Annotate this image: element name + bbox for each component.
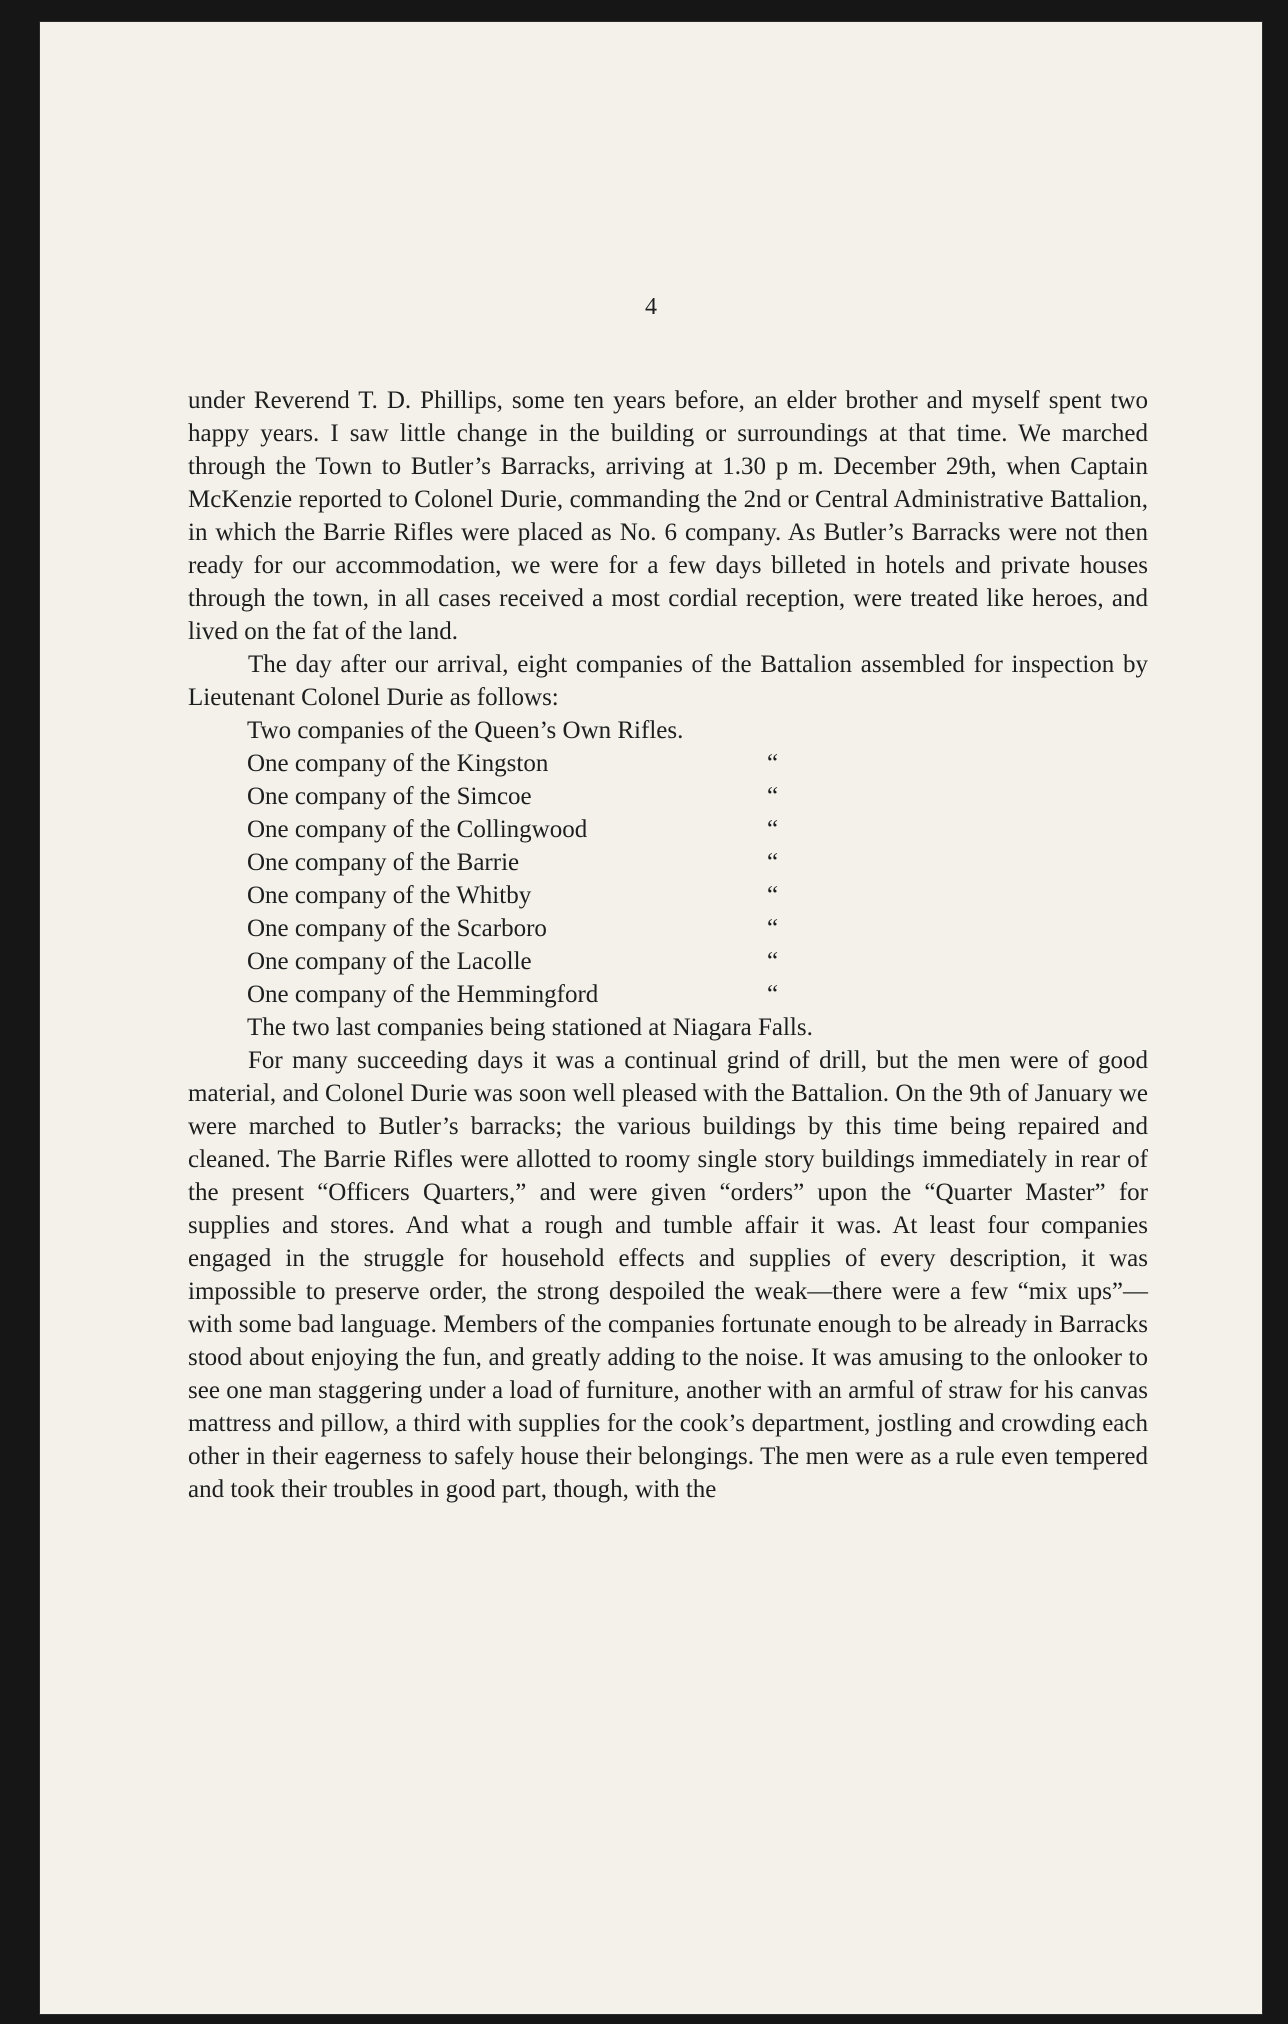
scanned-page xyxy=(40,22,1262,2014)
company-name: One company of the Whitby xyxy=(247,882,532,909)
list-item xyxy=(247,945,1148,978)
ditto-mark: “ xyxy=(767,882,779,909)
company-list-note: The two last companies being stationed at Niagara Falls. xyxy=(247,1014,813,1041)
company-name: One company of the Simcoe xyxy=(247,783,532,810)
ditto-mark: “ xyxy=(767,981,779,1008)
list-item xyxy=(247,747,1148,780)
list-item xyxy=(247,846,1148,879)
ditto-mark: “ xyxy=(767,915,779,942)
company-name: One company of the Scarboro xyxy=(247,915,547,942)
list-item xyxy=(247,879,1148,912)
company-name: One company of the Collingwood xyxy=(247,816,588,843)
paragraph-3: For many succeeding days it was a continual grind of drill, but the men were of good material, and Colonel Durie was soon well pleased with the Battalion. On the 9th of January we were marched to Butler’s barracks; the various buildings by this time being repaired and cleaned. The Barrie Rifles were allotted to roomy single story buildings immediately in rear of the present “Officers Quarters,” and were given “orders” upon the “Quarter Master” for supplies and stores. And what a rough and tumble affair it was. At least four companies engaged in the struggle for household effects and supplies of every description, it was impossible to preserve order, the strong despoiled the weak—there were a few “mix ups”—with some bad language. Members of the companies fortunate enough to be already in Barracks stood about enjoying the fun, and greatly adding to the noise. It was amusing to the onlooker to see one man staggering under a load of furniture, another with an armful of straw for his canvas mattress and pillow, a third with supplies for the cook’s department, jostling and crowding each other in their eagerness to safely house their belongings. The men were as a rule even tempered and took their troubles in good part, though, with the xyxy=(188,1047,1148,1503)
ditto-mark: “ xyxy=(767,948,779,975)
list-item xyxy=(247,813,1148,846)
ditto-mark: “ xyxy=(767,783,779,810)
ditto-mark: “ xyxy=(767,816,779,843)
ditto-mark: “ xyxy=(767,849,779,876)
list-item xyxy=(247,978,1148,1011)
company-name: Two companies of the Queen’s Own Rifles. xyxy=(247,717,684,744)
ditto-mark: “ xyxy=(767,750,779,777)
list-item xyxy=(247,912,1148,945)
company-name: One company of the Barrie xyxy=(247,849,520,876)
paragraph-1: under Reverend T. D. Phillips, some ten years before, an elder brother and myself spent two happy years. I saw little change in the building or surroundings at that time. We marched through the Town to Butler’s Barracks, arriving at 1.30 p m. December 29th, when Captain McKenzie reported to Colonel Durie, commanding the 2nd or Central Administrative Battalion, in which the Barrie Rifles were placed as No. 6 company. As Butler’s Barracks were not then ready for our accommodation, we were for a few days billeted in hotels and private houses through the town, in all cases received a most cordial reception, were treated like heroes, and lived on the fat of the land. xyxy=(188,387,1148,645)
list-item xyxy=(247,780,1148,813)
company-name: One company of the Hemmingford xyxy=(247,981,599,1008)
page-number: 4 xyxy=(645,294,657,320)
company-list xyxy=(247,714,1148,1011)
company-name: One company of the Kingston xyxy=(247,750,549,777)
paragraph-2: The day after our arrival, eight companies of the Battalion assembled for inspection by Lieutenant Colonel Durie as follows: xyxy=(188,651,1148,711)
company-name: One company of the Lacolle xyxy=(247,948,532,975)
list-item xyxy=(247,714,1148,747)
body-text xyxy=(188,384,1148,1506)
